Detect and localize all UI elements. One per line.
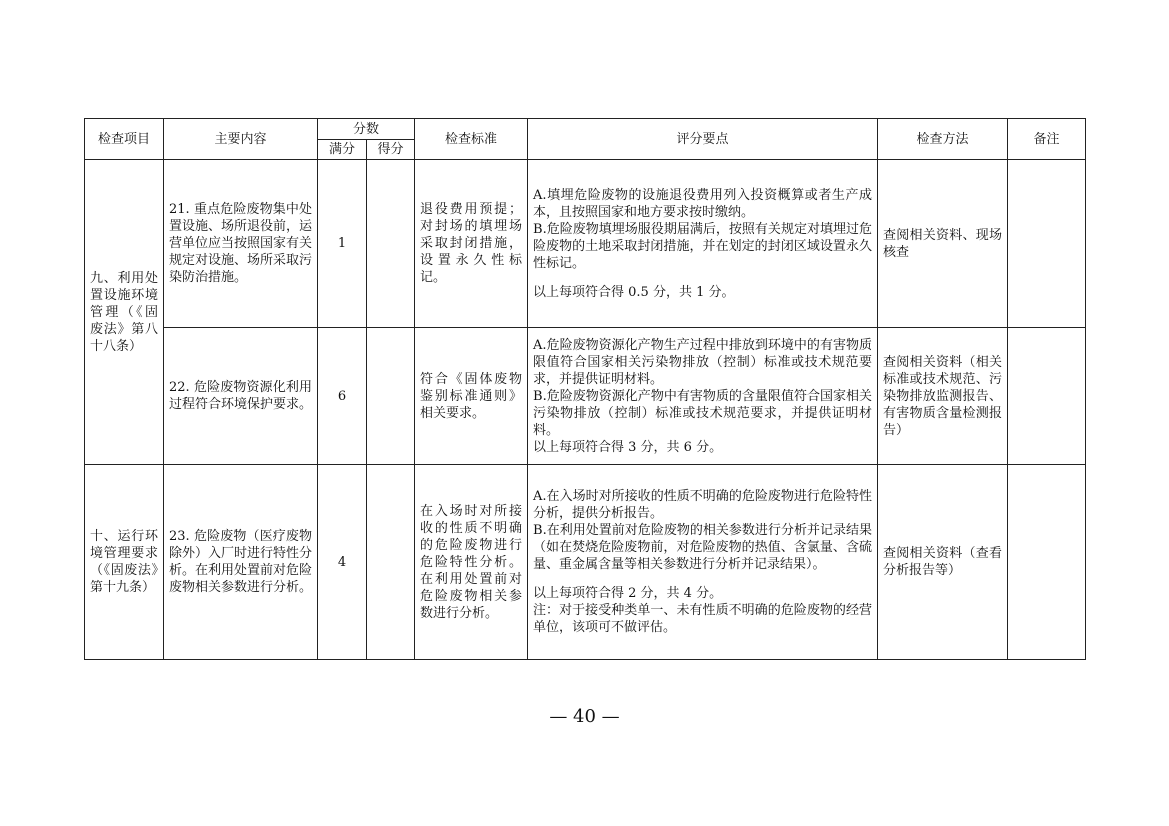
- item-cell: 九、利用处置设施环境管理（《固废法》第八十八条）: [85, 160, 164, 465]
- header-got-score: 得分: [367, 140, 415, 160]
- table-row: [85, 328, 1086, 465]
- header-note: 备注: [1008, 119, 1086, 160]
- standard-cell: 符合《固体废物鉴别标准通则》相关要求。: [415, 328, 528, 465]
- note-cell[interactable]: [1008, 328, 1086, 465]
- full-score-cell: 4: [318, 465, 367, 660]
- point-b: B.在利用处置前对危险废物的相关参数进行分析并记录结果（如在焚烧危险废物前，对危险废物的热值、含氯量、含硫量、重金属含量等相关参数进行分析并记录结果）。: [533, 523, 873, 572]
- page-number: — 40 —: [549, 706, 620, 727]
- table-row: [85, 160, 1086, 328]
- points-remark: 注：对于接受种类单一、未有性质不明确的危险废物的经营单位，该项可不做评估。: [533, 603, 873, 635]
- header-method: 检查方法: [878, 119, 1008, 160]
- header-standard: 检查标准: [415, 119, 528, 160]
- note-cell[interactable]: [1008, 465, 1086, 660]
- standard-cell: 退役费用预提；对封场的填埋场采取封闭措施，设置永久性标记。: [415, 160, 528, 328]
- points-summary: 以上每项符合得 2 分，共 4 分。: [533, 586, 723, 601]
- points-cell: [528, 465, 878, 660]
- method-cell: 查阅相关资料（相关标准或技术规范、污染物排放监测报告、有害物质含量检测报告）: [878, 328, 1008, 465]
- point-b: B.危险废物资源化产物中有害物质的含量限值符合国家相关污染物排放（控制）标准或技术规范要求，并提供证明材料。: [533, 388, 873, 438]
- content-cell: 23. 危险废物（医疗废物除外）入厂时进行特性分析。在利用处置前对危险废物相关参数进行分析。: [164, 465, 318, 660]
- table-row: [85, 465, 1086, 660]
- point-a: A.在入场时对所接收的性质不明确的危险废物进行危险特性分析，提供分析报告。: [533, 489, 873, 521]
- header-score: 分数: [318, 119, 415, 140]
- inspection-table: [84, 118, 1086, 660]
- header-points: 评分要点: [528, 119, 878, 160]
- points-cell: [528, 328, 878, 465]
- got-score-cell[interactable]: [367, 160, 415, 328]
- content-cell: 21. 重点危险废物集中处置设施、场所退役前，运营单位应当按照国家有关规定对设施、场所采取污染防治措施。: [164, 160, 318, 328]
- header-content: 主要内容: [164, 119, 318, 160]
- got-score-cell[interactable]: [367, 328, 415, 465]
- points-cell: [528, 160, 878, 328]
- item-cell: 十、运行环境管理要求（《固废法》第十九条）: [85, 465, 164, 660]
- point-a: A.填埋危险废物的设施退役费用列入投资概算或者生产成本，且按照国家和地方要求按时缴纳。: [533, 187, 873, 220]
- got-score-cell[interactable]: [367, 465, 415, 660]
- points-summary: 以上每项符合得 0.5 分，共 1 分。: [533, 284, 735, 300]
- header-item: 检查项目: [85, 119, 164, 160]
- method-cell: 查阅相关资料（查看分析报告等）: [878, 465, 1008, 660]
- point-b: B.危险废物填埋场服役期届满后，按照有关规定对填埋过危险废物的土地采取封闭措施，并在划定的封闭区域设置永久性标记。: [533, 221, 873, 271]
- point-a: A.危险废物资源化产物生产过程中排放到环境中的有害物质限值符合国家相关污染物排放（控制）标准或技术规范要求，并提供证明材料。: [533, 337, 873, 387]
- note-cell[interactable]: [1008, 160, 1086, 328]
- header-full-score: 满分: [318, 140, 367, 160]
- standard-cell: 在入场时对所接收的性质不明确的危险废物进行危险特性分析。在利用处置前对危险废物相关参数进行分析。: [415, 465, 528, 660]
- full-score-cell: 6: [318, 328, 367, 465]
- method-cell: 查阅相关资料、现场核查: [878, 160, 1008, 328]
- full-score-cell: 1: [318, 160, 367, 328]
- content-cell: 22. 危险废物资源化利用过程符合环境保护要求。: [164, 328, 318, 465]
- points-summary: 以上每项符合得 3 分，共 6 分。: [533, 439, 723, 455]
